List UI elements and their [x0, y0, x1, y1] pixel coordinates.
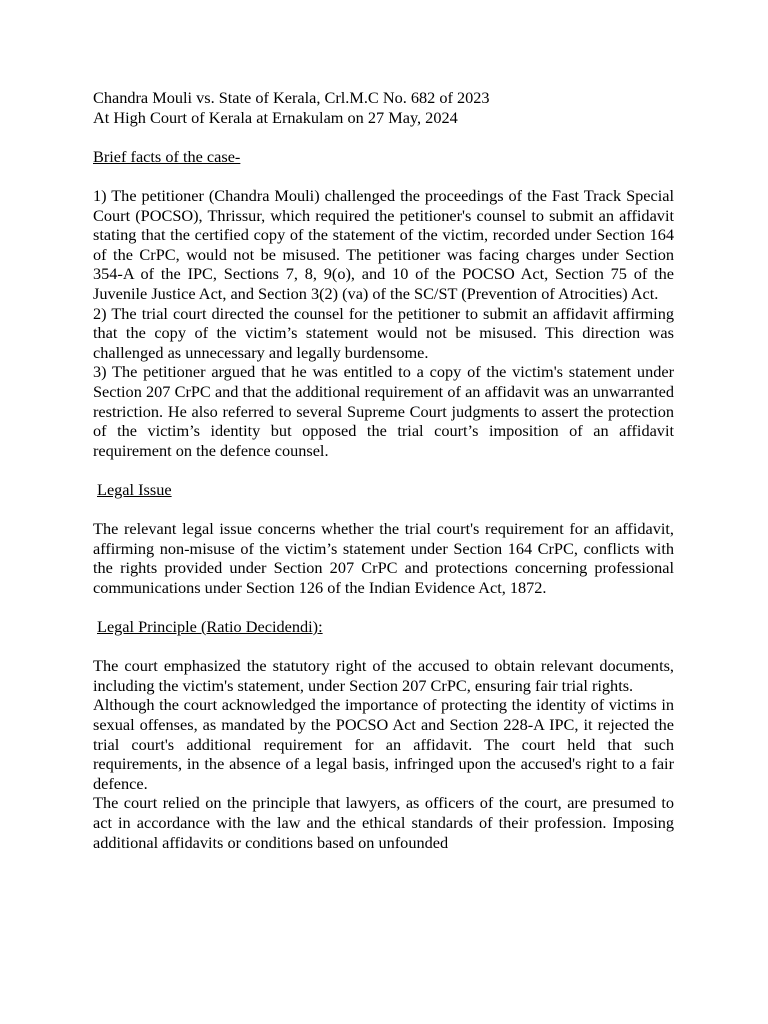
court-date: At High Court of Kerala at Ernakulam on 27 May, 2024	[93, 107, 458, 127]
principle-paragraph-3: The court relied on the principle that lawyers, as officers of the court, are presumed to act in accordance with the law and the ethical standards of their profession. Imposing additional affidavits or conditions based on unfounded	[93, 793, 674, 852]
issue-text: The relevant legal issue concerns whether the trial court's requirement for an affidavit, affirming non-misuse of the victim’s statement under Section 164 CrPC, conflicts with the rights provided under Section 207 CrPC and protections concerning professional communications under Section 126 of the Indian Evidence Act, 1872.	[93, 519, 674, 597]
facts-section	[93, 186, 674, 460]
fact-point-2: 2) The trial court directed the counsel for the petitioner to submit an affidavit affirming that the copy of the victim’s statement would not be misused. This direction was challenged as unnecessary and legally burdensome.	[93, 303, 674, 362]
spacer	[93, 597, 674, 617]
principle-paragraph-1: The court emphasized the statutory right of the accused to obtain relevant documents, including the victim's statement, under Section 207 CrPC, ensuring fair trial rights.	[93, 656, 674, 695]
principle-paragraph-2: Although the court acknowledged the importance of protecting the identity of victims in sexual offenses, as mandated by the POCSO Act and Section 228-A IPC, it rejected the trial court's additional requirement for an affidavit. The court held that such requirements, in the absence of a legal basis, infringed upon the accused's right to a fair defence.	[93, 695, 674, 793]
spacer	[93, 637, 674, 657]
fact-point-3: 3) The petitioner argued that he was entitled to a copy of the victim's statement under Section 207 CrPC and that the additional requirement of an affidavit was an unwarranted restriction. He also referred to several Supreme Court judgments to assert the protection of the victim’s identity but opposed the trial court’s imposition of an affidavit requirement on the defence counsel.	[93, 362, 674, 460]
spacer	[93, 460, 674, 480]
fact-point-1: 1) The petitioner (Chandra Mouli) challenged the proceedings of the Fast Track Special Court (POCSO), Thrissur, which required the petitioner's counsel to submit an affidavit stating that the certified copy of the statement of the victim, recorded under Section 164 of the CrPC, would not be misused. The petitioner was facing charges under Section 354-A of the IPC, Sections 7, 8, 9(o), and 10 of the POCSO Act, Section 75 of the Juvenile Justice Act, and Section 3(2) (va) of the SC/ST (Prevention of Atrocities) Act.	[93, 185, 674, 303]
issue-section	[93, 519, 674, 597]
document-page	[93, 88, 674, 852]
spacer	[93, 166, 674, 186]
case-title: Chandra Mouli vs. State of Kerala, Crl.M.C No. 682 of 2023	[93, 88, 490, 107]
spacer	[93, 127, 674, 147]
facts-heading: Brief facts of the case-	[93, 146, 241, 166]
issue-heading: Legal Issue	[97, 479, 172, 499]
spacer	[93, 499, 674, 519]
principle-section	[93, 656, 674, 852]
principle-heading: Legal Principle (Ratio Decidendi):	[97, 617, 323, 637]
